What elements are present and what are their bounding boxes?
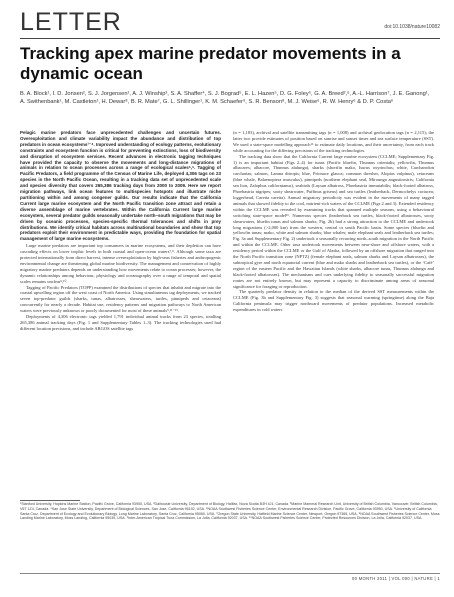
footer-issue-info: 00 MONTH 2011 | VOL 000 | NATURE | 1: [352, 576, 440, 581]
page-header: [20, 8, 440, 39]
right-column: [233, 130, 434, 313]
body-paragraph: (n = 1,183), archival and satellite transmitting tags (n = 1,008) and archival geolocation tags (n = 2,115); the latter two provide estimates of position based on sunrise and sunset times and sea surface temperature (SST). We used a state-space modelling approach¹⁶ to estimate daily locations, and their uncertainty, from each track while accounting for the differing precisions of the tracking technologies.: [233, 130, 434, 153]
body-paragraph: The tracking data show that the California Current large marine ecosystem (CCLME; Supplementary Fig. 1) is an important habitat (Figs 2–4) for tunas (Pacific bluefin, Thunnus orientalis; yellowfin, Thunnus albacares; albacore, Thunnus alalunga), sharks (shortfin mako, Isurus oxyrinchus; white, Carcharodon carcharias; salmon, Lamna ditropis; blue, Prionace glauca; common thresher, Alopias vulpinus), cetaceans (blue whale, Balaenoptera musculus), pinnipeds (northern elephant seal, Mirounga angustirostris; California sea lion, Zalophus californianus), seabirds (Laysan albatross, Phoebastria immutabilis; black-footed albatross, Phoebastria nigripes; sooty shearwater, Puffinus griseus) and sea turtles (leatherback, Dermochelys coriacea; loggerhead, Caretta caretta). Annual migratory periodicity was evident in the movements of many tagged animals that showed fidelity to the cool, nutrient-rich waters of the CCLME (Figs 2 and 3). Extended residency within the CCLME was revealed by examining tracks that spanned multiple seasons, using a behavioural switching state-space model¹⁶. Numerous species (leatherback sea turtles, black-footed albatrosses, sooty shearwaters, bluefin tunas and salmon sharks; Fig. 2b) had a strong attraction to the CCLME and undertook long migrations (>2,000 km) from the western, central or south Pacific basin. Some species (bluefin and yellowfin tunas; mako, white and salmon sharks; blue whales; male elephant seals and leatherback sea turtles; Fig. 3a and Supplementary Fig. 2) undertook a seasonally recurring north–south migration in the North Pacific and within the CCLME. Other taxa undertook movements between near-shore and offshore waters, with a residency period within the CCLME or the Gulf of Alaska, followed by an offshore migration that ranged into the North Pacific transition zone (NPTZ) (female elephant seals, salmon sharks and Laysan albatrosses), the subtropical gyre and north equatorial current (blue and mako sharks and leatherback sea turtles), or the ‘Café’ region of the eastern Pacific and the Hawaiian Islands (white sharks, albacore tunas, Thunnus alalunga and black-footed albatrosses). The mechanisms and cues underlying fidelity to seasonally successful migration routes are not entirely known, but may represent a capacity to discriminate among areas of seasonal significance for foraging or reproduction.: [233, 153, 434, 289]
article-title: Tracking apex marine predator movements in a dynamic ocean: [20, 44, 401, 83]
page-footer: [20, 573, 440, 584]
affiliations-footnote: ¹Stanford University, Hopkins Marine Station, Pacific Grove, California 93950, USA. ²Dalhousie University, Department of Biology, Halifax, Nova Scotia B3H 4J1, Canada. ³Marine Mammal Research Unit, University of British Columbia, Vancouver, British Columbia, V6T 1Z4, Canada. ⁴San Jose State University, Department of Biological Sciences, San Jose, California 95192, USA. ⁵NOAA Southwest Fisheries Science Center, Environmental Research Division, Pacific Grove, California 93950, USA. ⁶University of California Santa Cruz, Department of Ecology and Evolutionary Biology, Long Marine Laboratory, Santa Cruz, California 95060, USA. ⁷Oregon State University, Hatfield Marine Science Center, Newport, Oregon 97365, USA. ⁸NOAA Southwest Fisheries Science Center, Moss Landing Marine Laboratory, Moss Landing, California 95039, USA. ⁹Inter-American Tropical Tuna Commission, La Jolla, California 92037, USA. ¹⁰NOAA Southwest Fisheries Science Center, Protected Resources Division, La Jolla, California 92037, USA.: [20, 502, 440, 521]
body-paragraph: The quarterly predator density in relation to the median of the derived SST measurements within the CCLME (Fig. 3b and Supplementary Fig. 3) suggests that seasonal warming (springtime) along the Baja California peninsula may trigger northward movements of predator populations. Increased metabolic expenditures in cold waters: [233, 289, 434, 313]
body-paragraph: Deployments of 4,306 electronic tags yielded 1,791 individual animal tracks from 23 species, totalling 265,386 animal tracking days (Fig. 1 and Supplementary Tables 1–3). The tracking technologies used had different location precisions, and include ARGOS satellite tags: [20, 314, 221, 331]
footnote-divider: [20, 500, 80, 501]
body-paragraph: Tagging of Pacific Predators (TOPP) examined the distributions of species that inhabit and migrate into the coastal upwelling region off the west coast of North America. Using simultaneous tag deployments, we tracked seven top-predator guilds (sharks, tunas, albatrosses, shearwaters, turtles, pinnipeds and cetaceans) concurrently for nearly a decade. Habitat use, residency patterns and migration pathways to North American waters were previously unknown or poorly documented for most of these animals⁹,¹¹⁻¹⁵.: [20, 284, 221, 314]
abstract-paragraph: Pelagic marine predators face unprecedented challenges and uncertain futures. Overexploitation and climate variability impact the abundance and distribution of top predators in ocean ecosystems¹⁻⁴. Improved understanding of ecology patterns, evolutionary constraints and ecosystem function is critical for preventing extinctions, loss of biodiversity and disruption of ecosystem services. Recent advances in electronic tagging techniques have provided the capacity to observe the movements and long-distance migrations of animals in relation to ocean processes across a range of ecological scales⁵,⁶. Tagging of Pacific Predators, a field programme of the Census of Marine Life, deployed 4,306 tags on 23 species in the North Pacific Ocean, resulting in a tracking data set of unprecedented scale and species diversity that covers 265,386 tracking days from 2000 to 2009. Here we report migration pathways, link ocean features to multispecies hotspots and illustrate niche partitioning within and among congener guilds. Our results indicate that the California Current large marine ecosystem and the North Pacific transition zone attract and retain a diverse assemblage of marine vertebrates. Within the California Current large marine ecosystem, several predator guilds seasonally undertake north–south migrations that may be driven by oceanic processes, species-specific thermal tolerances and shifts in prey distributions. We identify critical habitats across multinational boundaries and show that top predators exploit their environment in predictable ways, providing the foundation for spatial management of large marine ecosystems.: [20, 130, 221, 242]
left-column: [20, 130, 221, 332]
body-paragraph: Large marine predators are important top consumers in marine ecosystems, and their depletion can have cascading effects on lower trophic levels in both coastal and open-ocean waters⁷,⁸. Although some taxa are protected internationally from direct harvest, intense overexploitation by high-seas fisheries and anthropogenic environmental change are threatening global marine biodiversity. The management and conservation of highly migratory marine predators depends on understanding how movements relate to ocean processes; however, the dynamic relationships among behaviour, physiology and oceanography over a range of temporal and spatial scales remains unclear⁹,¹⁰.: [20, 243, 221, 284]
doi-label: doi:10.1038/nature10082: [384, 24, 440, 30]
section-label: LETTER: [20, 8, 122, 36]
author-list: B. A. Block¹, I. D. Jonsen², S. J. Jorgensen¹, A. J. Winship³, S. A. Shaffer⁴, S. J. Bograd⁵, E. L. Hazen⁵, D. G. Foley⁵, G. A. Breed²,⁶, A.-L. Harrison⁷, J. E. Ganong¹, A. Swithenbank¹, M. Castleton¹, H. Dewar⁸, B. R. Mate⁷, G. L. Shillinger¹, K. M. Schaefer⁹, S. R. Benson⁸, M. J. Weise⁶, R. W. Henry⁶ & D. P. Costa⁶: [20, 91, 430, 105]
